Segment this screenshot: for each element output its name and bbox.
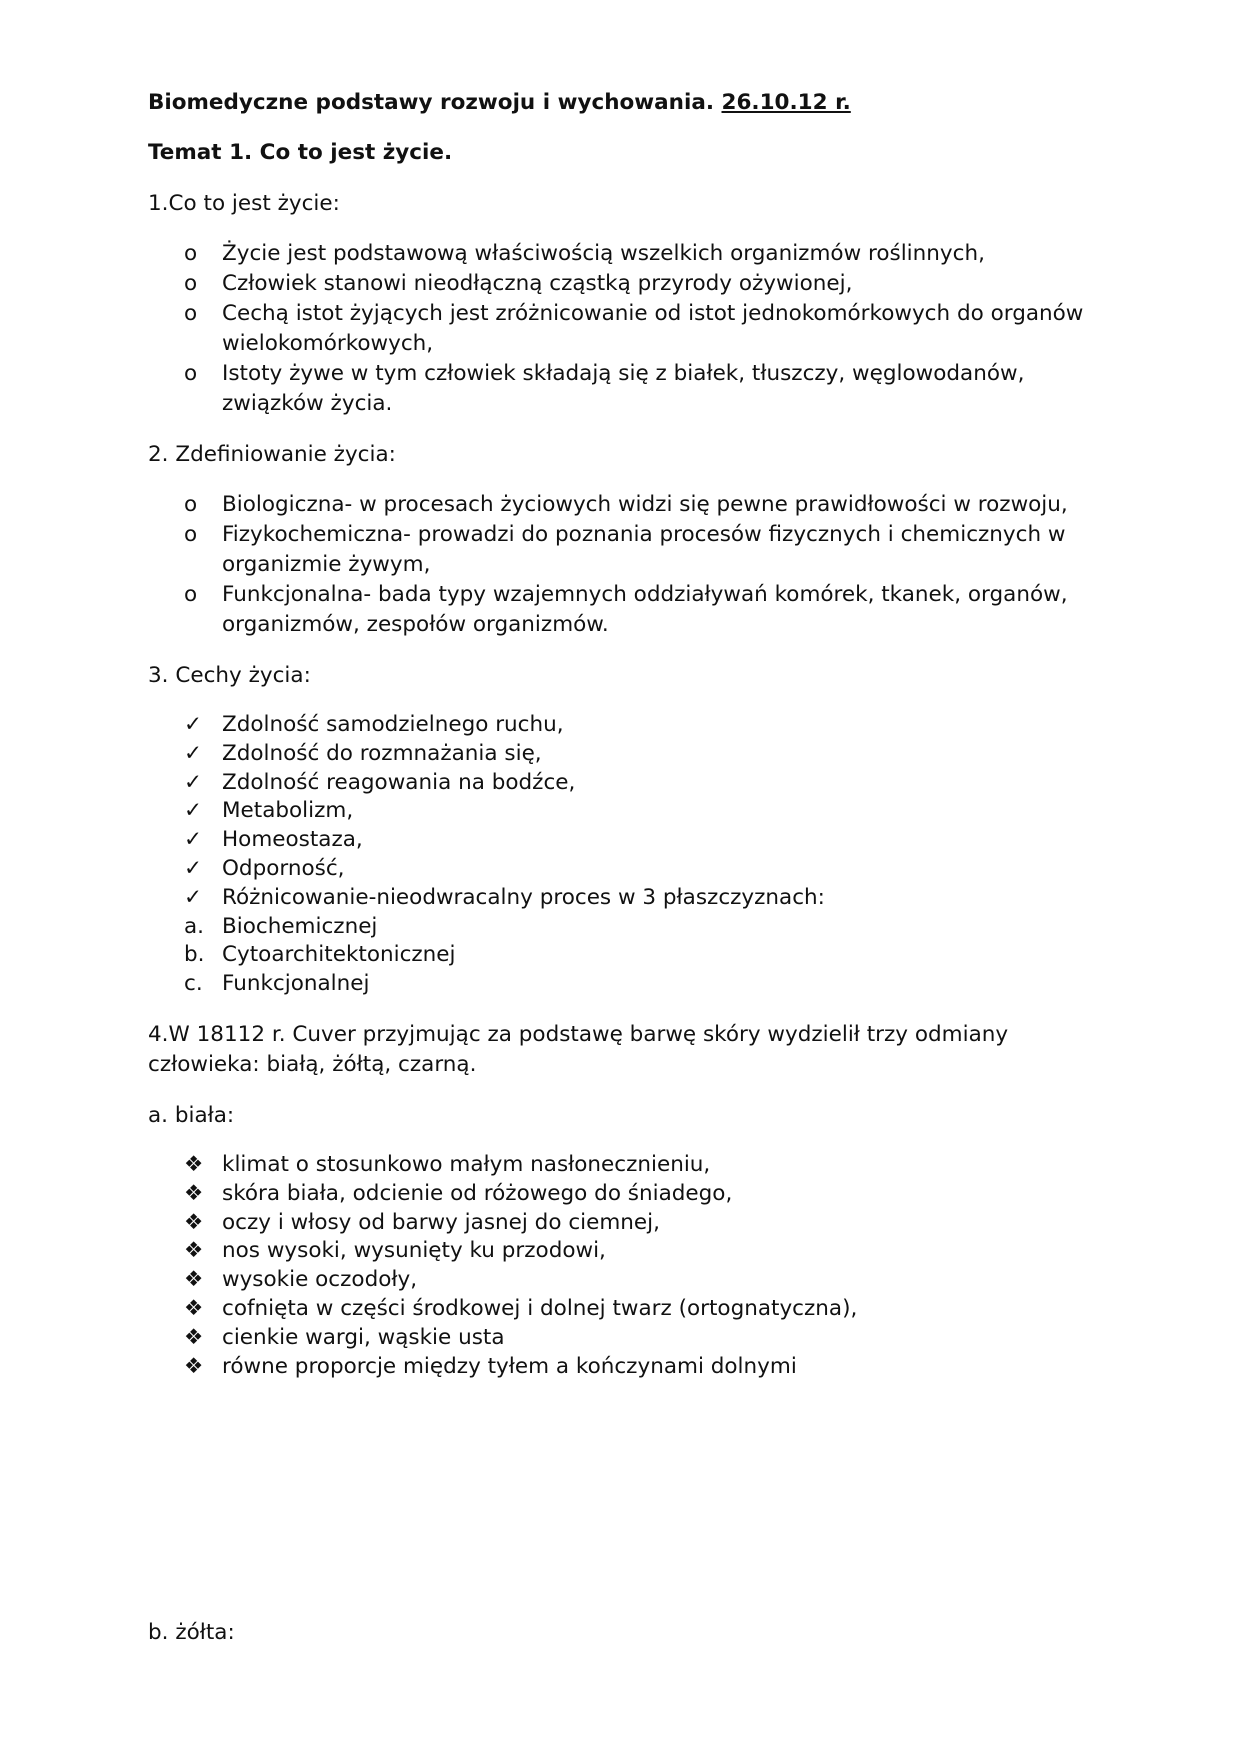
section-2-list	[148, 490, 1108, 640]
check-icon: ✓	[184, 798, 203, 824]
topic-heading: Temat 1. Co to jest życie.	[148, 140, 453, 165]
list-item	[148, 1353, 1108, 1382]
list-item	[148, 1151, 1108, 1180]
check-icon: ✓	[184, 712, 203, 737]
list-item	[148, 884, 1108, 913]
list-item	[148, 520, 1108, 580]
check-icon: ✓	[184, 827, 203, 853]
section-a-heading: a. biała:	[148, 1102, 235, 1128]
document-page	[148, 88, 1108, 1381]
list-item-text: Odporność,	[222, 855, 345, 881]
bullet-marker: o	[184, 361, 198, 386]
section-3-list	[148, 711, 1108, 999]
list-item-text: Biochemicznej	[222, 913, 378, 939]
list-item	[148, 580, 1108, 640]
list-item	[148, 941, 1108, 970]
list-item	[148, 1180, 1108, 1209]
list-item	[148, 1209, 1108, 1238]
list-item-text: skóra biała, odcienie od różowego do śniadego,	[222, 1180, 733, 1206]
list-item	[148, 299, 1108, 359]
section-4-paragraph: 4.W 18112 r. Cuver przyjmując za podstawę barwę skóry wydzielił trzy odmiany człowieka: białą, żółtą, czarną.	[148, 1021, 1009, 1077]
list-item-text: Zdolność samodzielnego ruchu,	[222, 712, 564, 737]
list-item-text: oczy i włosy od barwy jasnej do ciemnej,	[222, 1209, 660, 1235]
list-item-text: cofnięta w części środkowej i dolnej twarz (ortognatyczna),	[222, 1295, 858, 1321]
list-item-text: cienkie wargi, wąskie usta	[222, 1324, 505, 1350]
list-item-text: klimat o stosunkowo małym nasłonecznieniu,	[222, 1151, 711, 1177]
list-item	[148, 970, 1108, 999]
list-item-text: Zdolność reagowania na bodźce,	[222, 769, 576, 795]
diamond-bullet-icon: ❖	[184, 1353, 204, 1379]
list-item-text: Cytoarchitektonicznej	[222, 942, 456, 968]
letter-marker: b.	[184, 942, 205, 968]
section-b-heading: b. żółta:	[148, 1619, 235, 1645]
list-item-text: Różnicowanie-nieodwracalny proces w 3 płaszczyznach:	[222, 884, 825, 910]
check-icon: ✓	[184, 740, 203, 766]
list-item	[148, 239, 1108, 269]
list-item-text: Metabolizm,	[222, 798, 354, 824]
list-item	[148, 1237, 1108, 1266]
list-item-text: nos wysoki, wysunięty ku przodowi,	[222, 1238, 606, 1264]
list-item-text: Życie jest podstawową właściwością wszelkich organizmów roślinnych,	[222, 241, 985, 266]
check-icon: ✓	[184, 884, 203, 910]
bullet-marker: o	[184, 492, 198, 517]
list-item	[148, 1266, 1108, 1295]
letter-marker: c.	[184, 971, 203, 997]
section-1-heading: 1.Co to jest życie:	[148, 191, 340, 216]
list-item-text: równe proporcje między tyłem a kończynami dolnymi	[222, 1353, 797, 1379]
list-item	[148, 826, 1108, 855]
list-item	[148, 711, 1108, 740]
document-title	[148, 88, 1108, 118]
list-item	[148, 740, 1108, 769]
list-item-text: Biologiczna- w procesach życiowych widzi się pewne prawidłowości w rozwoju,	[222, 492, 1068, 517]
list-item	[148, 1295, 1108, 1324]
bullet-marker: o	[184, 241, 198, 266]
bullet-marker: o	[184, 301, 198, 326]
list-item	[148, 797, 1108, 826]
diamond-bullet-icon: ❖	[184, 1151, 204, 1177]
diamond-bullet-icon: ❖	[184, 1238, 204, 1264]
list-item-text: Fizykochemiczna- prowadzi do poznania procesów fizycznych i chemicznych w organizmie żywym,	[222, 522, 1066, 577]
list-item-text: Zdolność do rozmnażania się,	[222, 740, 542, 766]
section-1-list	[148, 239, 1108, 419]
section-3-heading: 3. Cechy życia:	[148, 663, 311, 688]
bullet-marker: o	[184, 271, 198, 296]
list-item	[148, 913, 1108, 942]
section-a-list	[148, 1151, 1108, 1381]
diamond-bullet-icon: ❖	[184, 1180, 204, 1206]
diamond-bullet-icon: ❖	[184, 1324, 204, 1350]
check-icon: ✓	[184, 855, 203, 881]
list-item	[148, 269, 1108, 299]
letter-marker: a.	[184, 913, 205, 939]
list-item-text: wysokie oczodoły,	[222, 1267, 418, 1293]
diamond-bullet-icon: ❖	[184, 1267, 204, 1293]
list-item	[148, 490, 1108, 520]
list-item-text: Homeostaza,	[222, 827, 363, 853]
list-item-text: Człowiek stanowi nieodłączną cząstką przyrody ożywionej,	[222, 271, 853, 296]
list-item	[148, 855, 1108, 884]
section-2-heading: 2. Zdefiniowanie życia:	[148, 442, 396, 467]
bullet-marker: o	[184, 522, 198, 547]
list-item-text: Funkcjonalnej	[222, 971, 370, 997]
list-item-text: Cechą istot żyjących jest zróżnicowanie od istot jednokomórkowych do organów wielokomórkowych,	[222, 301, 1084, 356]
bullet-marker: o	[184, 582, 198, 607]
title-text: Biomedyczne podstawy rozwoju i wychowania.	[148, 90, 722, 115]
list-item-text: Funkcjonalna- bada typy wzajemnych oddziaływań komórek, tkanek, organów, organizmów, zespołów organizmów.	[222, 582, 1068, 637]
list-item	[148, 769, 1108, 798]
diamond-bullet-icon: ❖	[184, 1295, 204, 1321]
title-date: 26.10.12 r.	[721, 90, 851, 115]
list-item-text: Istoty żywe w tym człowiek składają się z białek, tłuszczy, węglowodanów, związków życia.	[222, 361, 1025, 416]
diamond-bullet-icon: ❖	[184, 1209, 204, 1235]
list-item	[148, 1324, 1108, 1353]
list-item	[148, 359, 1108, 419]
check-icon: ✓	[184, 769, 203, 795]
